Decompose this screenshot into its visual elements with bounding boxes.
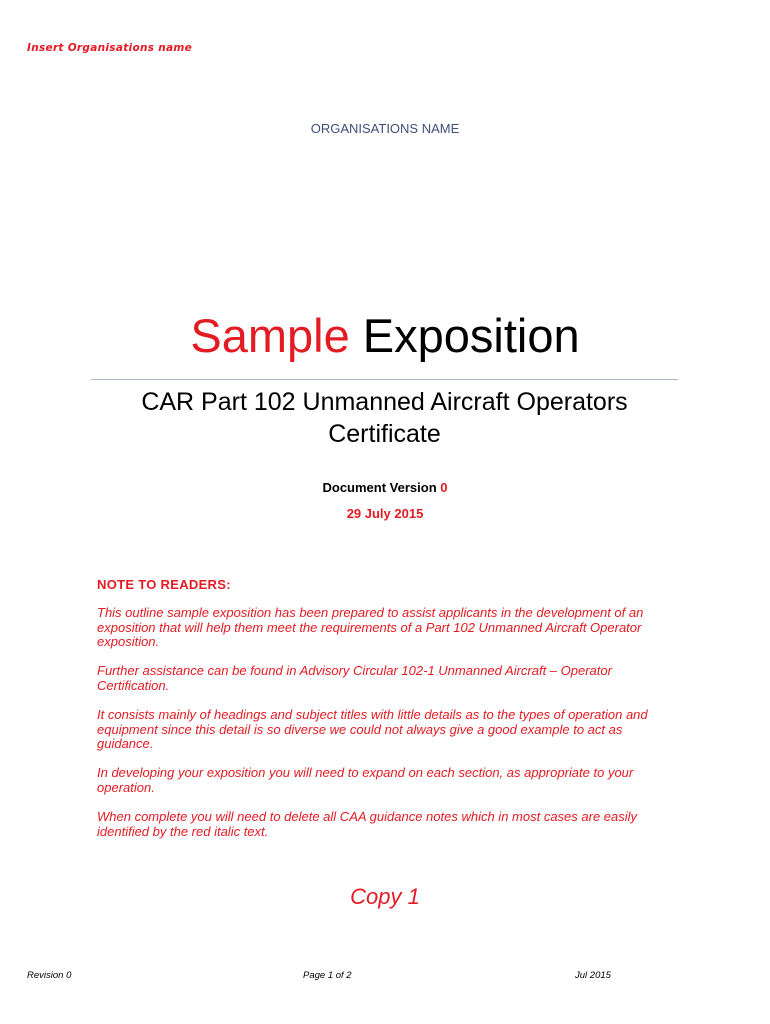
note-paragraph: Further assistance can be found in Advisory Circular 102-1 Unmanned Aircraft – Operator Certification. <box>97 663 612 693</box>
footer-page-number: Page 1 of 2 <box>303 970 352 981</box>
title-main: Exposition <box>362 309 580 362</box>
footer-revision: Revision 0 <box>27 970 72 981</box>
title-divider <box>91 379 678 380</box>
version-label: Document Version <box>322 480 437 495</box>
organisation-name-placeholder: Insert Organisations name <box>27 42 193 54</box>
note-heading: NOTE TO READERS: <box>97 577 231 592</box>
note-paragraph: When complete you will need to delete all CAA guidance notes which in most cases are easily identified by the red italic text. <box>97 808 638 839</box>
footer-date: Jul 2015 <box>575 970 611 981</box>
subtitle-line-2: Certificate <box>328 420 441 448</box>
document-version <box>0 480 770 495</box>
version-number: 0 <box>440 480 448 495</box>
title-accent: Sample <box>190 309 350 362</box>
organisation-name: ORGANISATIONS NAME <box>310 121 460 136</box>
document-subtitle <box>91 386 678 450</box>
note-paragraph: This outline sample exposition has been prepared to assist applicants in the development of an exposition that will help them meet the requirements of a Part 102 Unmanned Aircraft Operator exposition. <box>97 605 644 650</box>
document-title <box>0 306 770 366</box>
note-paragraph: In developing your exposition you will need to expand on each section, as appropriate to your operation. <box>97 765 634 795</box>
note-paragraph: It consists mainly of headings and subject titles with little details as to the types of operation and equipment since this detail is so diverse we could not always give a good example to act as guidance. <box>97 706 648 752</box>
copy-label: Copy 1 <box>350 884 420 909</box>
subtitle-line-1: CAR Part 102 Unmanned Aircraft Operators <box>141 388 628 416</box>
document-date: 29 July 2015 <box>346 506 424 521</box>
note-body <box>97 606 677 854</box>
